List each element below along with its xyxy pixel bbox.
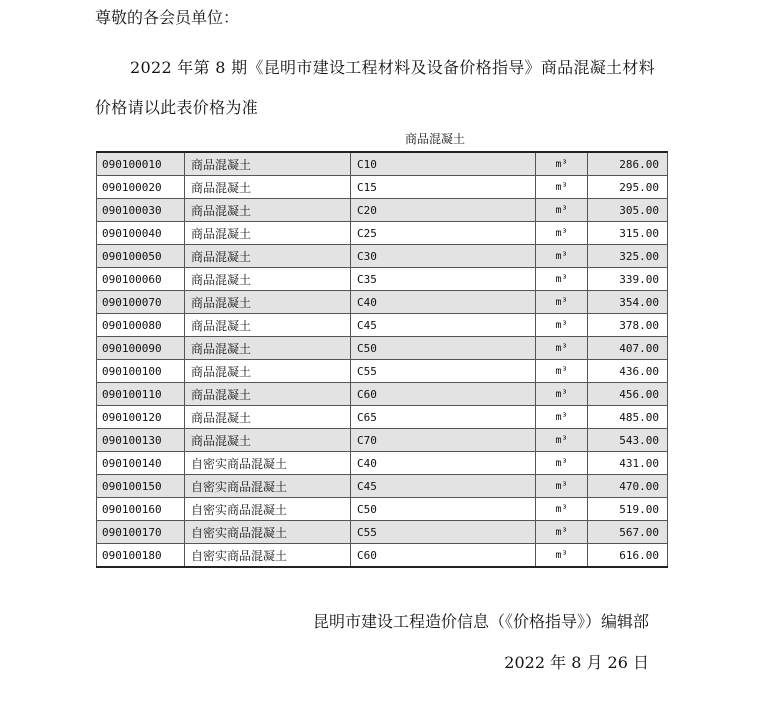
unit-cell: m³: [536, 152, 588, 176]
table-row: [97, 176, 668, 199]
strength-grade-cell: C45: [351, 475, 536, 498]
material-code-cell: 090100160: [97, 498, 185, 521]
signature-line: 昆明市建设工程造价信息（《价格指导》）编辑部: [312, 612, 649, 631]
unit-cell: m³: [536, 222, 588, 245]
material-code-cell: 090100120: [97, 406, 185, 429]
material-code-cell: 090100050: [97, 245, 185, 268]
material-code-cell: 090100150: [97, 475, 185, 498]
strength-grade-cell: C50: [351, 337, 536, 360]
material-name-cell: 商品混凝土: [185, 337, 351, 360]
price-cell: 339.00: [588, 268, 668, 291]
price-cell: 567.00: [588, 521, 668, 544]
material-name-cell: 商品混凝土: [185, 314, 351, 337]
price-cell: 470.00: [588, 475, 668, 498]
unit-cell: m³: [536, 199, 588, 222]
material-name-cell: 商品混凝土: [185, 268, 351, 291]
material-code-cell: 090100140: [97, 452, 185, 475]
unit-cell: m³: [536, 521, 588, 544]
material-code-cell: 090100180: [97, 544, 185, 568]
material-name-cell: 商品混凝土: [185, 152, 351, 176]
material-code-cell: 090100010: [97, 152, 185, 176]
strength-grade-cell: C45: [351, 314, 536, 337]
unit-cell: m³: [536, 291, 588, 314]
price-cell: 616.00: [588, 544, 668, 568]
unit-cell: m³: [536, 452, 588, 475]
strength-grade-cell: C25: [351, 222, 536, 245]
table-row: [97, 337, 668, 360]
price-cell: 315.00: [588, 222, 668, 245]
material-name-cell: 自密实商品混凝土: [185, 521, 351, 544]
price-cell: 519.00: [588, 498, 668, 521]
material-name-cell: 商品混凝土: [185, 199, 351, 222]
price-cell: 325.00: [588, 245, 668, 268]
price-cell: 305.00: [588, 199, 668, 222]
strength-grade-cell: C60: [351, 544, 536, 568]
material-code-cell: 090100070: [97, 291, 185, 314]
strength-grade-cell: C10: [351, 152, 536, 176]
material-code-cell: 090100060: [97, 268, 185, 291]
strength-grade-cell: C50: [351, 498, 536, 521]
material-name-cell: 自密实商品混凝土: [185, 452, 351, 475]
material-name-cell: 商品混凝土: [185, 406, 351, 429]
table-row: [97, 521, 668, 544]
unit-cell: m³: [536, 268, 588, 291]
material-name-cell: 商品混凝土: [185, 245, 351, 268]
material-code-cell: 090100080: [97, 314, 185, 337]
table-row: [97, 475, 668, 498]
strength-grade-cell: C65: [351, 406, 536, 429]
price-cell: 286.00: [588, 152, 668, 176]
strength-grade-cell: C60: [351, 383, 536, 406]
unit-cell: m³: [536, 383, 588, 406]
table-row: [97, 291, 668, 314]
price-cell: 378.00: [588, 314, 668, 337]
unit-cell: m³: [536, 544, 588, 568]
strength-grade-cell: C40: [351, 452, 536, 475]
table-row: [97, 222, 668, 245]
strength-grade-cell: C55: [351, 521, 536, 544]
unit-cell: m³: [536, 406, 588, 429]
table-row: [97, 360, 668, 383]
table-row: [97, 544, 668, 568]
price-cell: 456.00: [588, 383, 668, 406]
table-row: [97, 383, 668, 406]
unit-cell: m³: [536, 314, 588, 337]
material-code-cell: 090100100: [97, 360, 185, 383]
strength-grade-cell: C55: [351, 360, 536, 383]
material-code-cell: 090100130: [97, 429, 185, 452]
intro-paragraph: 2022 年第 8 期《昆明市建设工程材料及设备价格指导》商品混凝土材料价格请以此表价格为准: [95, 58, 655, 117]
price-cell: 295.00: [588, 176, 668, 199]
material-name-cell: 自密实商品混凝土: [185, 475, 351, 498]
material-name-cell: 商品混凝土: [185, 176, 351, 199]
strength-grade-cell: C70: [351, 429, 536, 452]
table-title: 商品混凝土: [405, 132, 466, 146]
material-code-cell: 090100040: [97, 222, 185, 245]
material-code-cell: 090100090: [97, 337, 185, 360]
price-cell: 543.00: [588, 429, 668, 452]
material-code-cell: 090100110: [97, 383, 185, 406]
table-row: [97, 429, 668, 452]
table-row: [97, 406, 668, 429]
table-row: [97, 452, 668, 475]
strength-grade-cell: C30: [351, 245, 536, 268]
strength-grade-cell: C35: [351, 268, 536, 291]
unit-cell: m³: [536, 475, 588, 498]
table-row: [97, 245, 668, 268]
price-cell: 485.00: [588, 406, 668, 429]
material-code-cell: 090100170: [97, 521, 185, 544]
table-row: [97, 314, 668, 337]
unit-cell: m³: [536, 176, 588, 199]
unit-cell: m³: [536, 337, 588, 360]
date-line: 2022 年 8 月 26 日: [504, 653, 649, 672]
material-name-cell: 商品混凝土: [185, 291, 351, 314]
price-cell: 407.00: [588, 337, 668, 360]
material-name-cell: 商品混凝土: [185, 222, 351, 245]
material-code-cell: 090100020: [97, 176, 185, 199]
price-table: [96, 151, 668, 568]
material-name-cell: 自密实商品混凝土: [185, 544, 351, 568]
table-row: [97, 152, 668, 176]
unit-cell: m³: [536, 498, 588, 521]
material-name-cell: 商品混凝土: [185, 429, 351, 452]
strength-grade-cell: C20: [351, 199, 536, 222]
strength-grade-cell: C15: [351, 176, 536, 199]
price-cell: 436.00: [588, 360, 668, 383]
greeting-line: 尊敬的各会员单位：: [95, 8, 240, 27]
price-cell: 431.00: [588, 452, 668, 475]
material-code-cell: 090100030: [97, 199, 185, 222]
table-row: [97, 199, 668, 222]
material-name-cell: 商品混凝土: [185, 383, 351, 406]
unit-cell: m³: [536, 245, 588, 268]
price-table-body: [97, 152, 668, 567]
material-name-cell: 自密实商品混凝土: [185, 498, 351, 521]
unit-cell: m³: [536, 429, 588, 452]
material-name-cell: 商品混凝土: [185, 360, 351, 383]
table-row: [97, 498, 668, 521]
strength-grade-cell: C40: [351, 291, 536, 314]
table-row: [97, 268, 668, 291]
price-cell: 354.00: [588, 291, 668, 314]
unit-cell: m³: [536, 360, 588, 383]
